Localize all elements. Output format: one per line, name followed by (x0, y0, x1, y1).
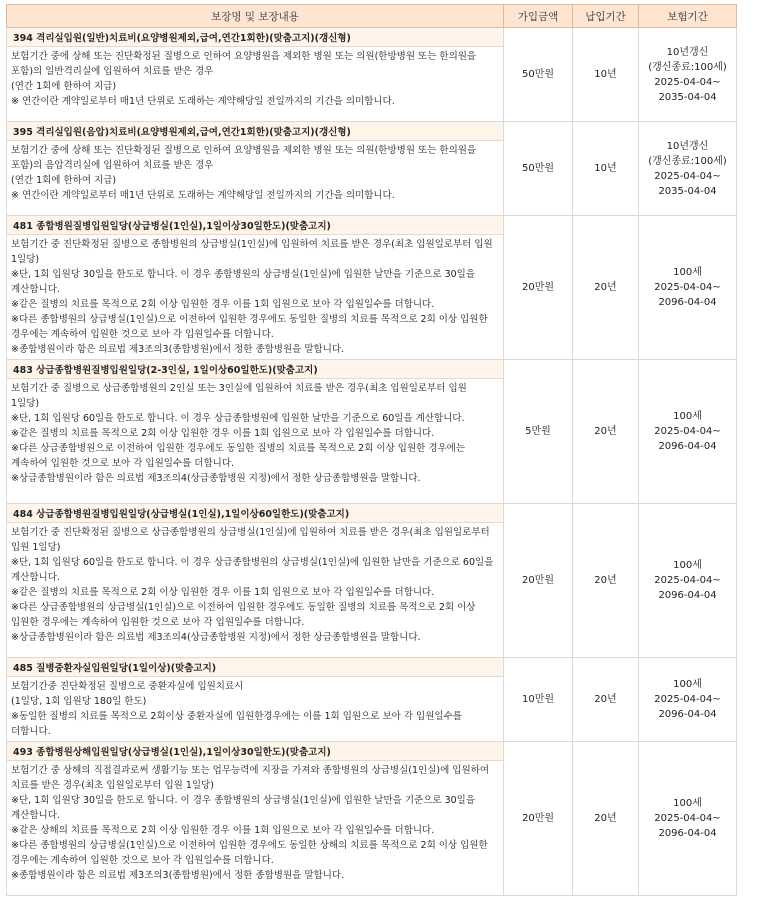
coverage-title: 395 격리실입원(음압)치료비(요양병원제외,급여,연간1회한)(맞춤고지)(갱신형) (7, 122, 504, 141)
description-line: 보험기간 중에 상해 또는 진단확정된 질병으로 인하여 요양병원을 제외한 병원 또는 의원(한방병원 또는 한의원을 포함)의 일반격리실에 입원하여 치료를 받은 경우 (11, 51, 477, 77)
description-line: ※종합병원이라 함은 의료법 제3조의3(종합병원)에서 정한 종합병원을 말합니다. (11, 344, 345, 355)
insurance-period-line: 2096-04-04 (658, 297, 717, 308)
pay-period-cell: 20년 (573, 658, 639, 742)
description-line: ※다른 상급종합병원으로 이전하여 입원한 경우에도 동일한 질병의 치료를 목적으로 2회 이상 입원한 경우에는 계속하여 입원한 것으로 보아 각 입원일수를 더합니다. (11, 443, 466, 469)
insurance-period-line: 2035-04-04 (658, 185, 717, 197)
coverage-description (7, 677, 504, 742)
table-body (7, 28, 737, 896)
header-pay-period: 납입기간 (573, 5, 639, 28)
insurance-period-line: 2096-04-04 (658, 828, 717, 839)
description-line: ※동일한 질병의 치료를 목적으로 2회이상 중환자실에 입원한경우에는 이를 1회 입원으로 보아 각 입원일수를 더합니다. (11, 711, 462, 737)
pay-period-cell: 20년 (573, 742, 639, 896)
coverage-description (7, 141, 504, 216)
coverage-title: 485 질병중환자실입원일당(1일이상)(맞춤고지) (7, 658, 504, 677)
coverage-title-row (7, 658, 737, 677)
coverage-title: 484 상급종합병원질병입원일당(상급병실(1인실),1일이상60일한도)(맞춤고지) (7, 504, 504, 523)
description-line: (1일당, 1회 입원당 180일 한도) (11, 696, 147, 707)
description-line: ※단, 1회 입원당 30일을 한도로 합니다. 이 경우 종합병원의 상급병실(1인실)에 입원한 날만을 기준으로 30일을 계산합니다. (11, 269, 476, 295)
pay-period-cell: 10년 (573, 28, 639, 122)
description-line: ※ 연간이란 계약일로부터 매1년 단위로 도래하는 계약해당일 전일까지의 기간을 의미합니다. (11, 190, 395, 201)
amount-cell: 50만원 (504, 122, 573, 216)
insurance-period-cell (639, 28, 737, 122)
insurance-period-cell (639, 742, 737, 896)
description-line: ※같은 질병의 치료를 목적으로 2회 이상 입원한 경우 이를 1회 입원으로 보아 각 입원일수를 더합니다. (11, 587, 435, 598)
description-line: ※단, 1회 입원당 60일을 한도로 합니다. 이 경우 상급종합병원의 상급병실(1인실)에 입원한 날만을 기준으로 60일을 계산합니다. (11, 557, 494, 583)
description-line: ※같은 질병의 치료를 목적으로 2회 이상 입원한 경우 이를 1회 입원으로 보아 각 입원일수를 더합니다. (11, 428, 435, 439)
insurance-period-line: (갱신종료:100세) (648, 61, 727, 73)
description-line: ※같은 상해의 치료를 목적으로 2회 이상 입원한 경우 이를 1회 입원으로 보아 각 입원일수를 더합니다. (11, 825, 435, 836)
insurance-period-cell (639, 504, 737, 658)
insurance-period-cell (639, 122, 737, 216)
description-line: ※상급종합병원이라 함은 의료법 제3조의4(상급종합병원 지정)에서 정한 상급종합병원을 말합니다. (11, 473, 421, 484)
pay-period-cell: 10년 (573, 122, 639, 216)
insurance-period-line: 100세 (673, 679, 702, 690)
insurance-period-line: 100세 (673, 560, 702, 571)
coverage-title-row (7, 360, 737, 379)
insurance-period-line: 100세 (673, 411, 702, 422)
description-line: (연간 1회에 한하여 지급) (11, 175, 117, 186)
insurance-period-cell (639, 360, 737, 504)
amount-cell: 20만원 (504, 216, 573, 360)
insurance-period-line: 100세 (673, 267, 702, 278)
description-line: 보험기간 중 질병으로 상급종합병원의 2인실 또는 3인실에 입원하여 치료를 받은 경우(최초 입원일로부터 입원 1일당) (11, 383, 467, 409)
description-line: ※같은 질병의 치료를 목적으로 2회 이상 입원한 경우 이를 1회 입원으로 보아 각 입원일수를 더합니다. (11, 299, 435, 310)
amount-cell: 20만원 (504, 504, 573, 658)
insurance-period-line: (갱신종료:100세) (648, 155, 727, 167)
insurance-period-cell (639, 658, 737, 742)
coverage-title: 493 종합병원상해입원일당(상급병실(1인실),1일이상30일한도)(맞춤고지) (7, 742, 504, 761)
coverage-description (7, 379, 504, 504)
description-line: 보험기간중 진단확정된 질병으로 중환자실에 입원치료시 (11, 681, 244, 692)
pay-period-cell: 20년 (573, 360, 639, 504)
table-header-row (7, 5, 737, 28)
insurance-period-line: 10년갱신 (666, 140, 709, 152)
insurance-period-line: 2035-04-04 (658, 91, 717, 103)
description-line: 보험기간 중 상해의 직접결과로써 생활기능 또는 업무능력에 지장을 가져와 종합병원의 상급병실(1인실)에 입원하여 치료를 받은 경우(최초 입원일로부터 입원 1일당) (11, 765, 489, 791)
description-line: ※단, 1회 입원당 30일을 한도로 합니다. 이 경우 종합병원의 상급병실(1인실)에 입원한 날만을 기준으로 30일을 계산합니다. (11, 795, 476, 821)
coverage-title: 483 상급종합병원질병입원일당(2-3인실, 1일이상60일한도)(맞춤고지) (7, 360, 504, 379)
insurance-period-cell (639, 216, 737, 360)
description-line: ※단, 1회 입원당 60일을 한도로 합니다. 이 경우 상급종합병원에 입원한 날만을 기준으로 60일을 계산합니다. (11, 413, 465, 424)
insurance-period-line: 2025-04-04~ (654, 282, 721, 293)
pay-period-cell: 20년 (573, 504, 639, 658)
description-line: ※종합병원이라 함은 의료법 제3조의3(종합병원)에서 정한 종합병원을 말합니다. (11, 870, 345, 881)
amount-cell: 50만원 (504, 28, 573, 122)
coverage-title: 394 격리실입원(일반)치료비(요양병원제외,급여,연간1회한)(맞춤고지)(갱신형) (7, 28, 504, 47)
coverage-table (6, 4, 737, 896)
insurance-period-line: 2096-04-04 (658, 441, 717, 452)
insurance-period-line: 2025-04-04~ (654, 694, 721, 705)
coverage-description (7, 523, 504, 658)
insurance-period-line: 100세 (673, 798, 702, 809)
insurance-period-line: 2025-04-04~ (654, 575, 721, 586)
header-insurance-period: 보험기간 (639, 5, 737, 28)
description-line: ※상급종합병원이라 함은 의료법 제3조의4(상급종합병원 지정)에서 정한 상급종합병원을 말합니다. (11, 632, 421, 643)
insurance-period-line: 10년갱신 (666, 46, 709, 58)
coverage-title-row (7, 122, 737, 141)
pay-period-cell: 20년 (573, 216, 639, 360)
coverage-title-row (7, 742, 737, 761)
insurance-period-line: 2025-04-04~ (654, 170, 721, 182)
insurance-period-line: 2025-04-04~ (654, 813, 721, 824)
insurance-period-line: 2096-04-04 (658, 709, 717, 720)
insurance-period-line: 2096-04-04 (658, 590, 717, 601)
amount-cell: 5만원 (504, 360, 573, 504)
coverage-description (7, 47, 504, 122)
amount-cell: 20만원 (504, 742, 573, 896)
description-line: 보험기간 중에 상해 또는 진단확정된 질병으로 인하여 요양병원을 제외한 병원 또는 의원(한방병원 또는 한의원을 포함)의 음압격리실에 입원하여 치료를 받은 경우 (11, 145, 477, 171)
description-line: ※ 연간이란 계약일로부터 매1년 단위로 도래하는 계약해당일 전일까지의 기간을 의미합니다. (11, 96, 395, 107)
coverage-title: 481 종합병원질병입원일당(상급병실(1인실),1일이상30일한도)(맞춤고지) (7, 216, 504, 235)
description-line: 보험기간 중 진단확정된 질병으로 상급종합병원의 상급병실(1인실)에 입원하여 치료를 받은 경우(최초 입원일로부터 입원 1일당) (11, 527, 490, 553)
description-line: ※다른 상급종합병원의 상급병실(1인실)으로 이전하여 입원한 경우에도 동일한 질병의 치료를 목적으로 2회 이상 입원한 경우에는 계속하여 입원한 것으로 보아 각 입원일수를 더합니다. (11, 602, 476, 628)
description-line: ※다른 종합병원의 상급병실(1인실)으로 이전하여 입원한 경우에도 동일한 상해의 치료를 목적으로 2회 이상 입원한 경우에는 계속하여 입원한 것으로 보아 각 입원일수를 더합니다. (11, 840, 488, 866)
header-coverage-name: 보장명 및 보장내용 (7, 5, 504, 28)
coverage-title-row (7, 504, 737, 523)
insurance-period-line: 2025-04-04~ (654, 426, 721, 437)
description-line: (연간 1회에 한하여 지급) (11, 81, 117, 92)
coverage-title-row (7, 28, 737, 47)
insurance-period-line: 2025-04-04~ (654, 76, 721, 88)
coverage-description (7, 761, 504, 896)
coverage-title-row (7, 216, 737, 235)
description-line: 보험기간 중 진단확정된 질병으로 종합병원의 상급병실(1인실)에 입원하여 치료를 받은 경우(최초 입원일로부터 입원 1일당) (11, 239, 493, 265)
amount-cell: 10만원 (504, 658, 573, 742)
coverage-description (7, 235, 504, 360)
description-line: ※다른 종합병원의 상급병실(1인실)으로 이전하여 입원한 경우에도 동일한 질병의 치료를 목적으로 2회 이상 입원한 경우에는 계속하여 입원한 것으로 보아 각 입원일수를 더합니다. (11, 314, 488, 340)
header-amount: 가입금액 (504, 5, 573, 28)
